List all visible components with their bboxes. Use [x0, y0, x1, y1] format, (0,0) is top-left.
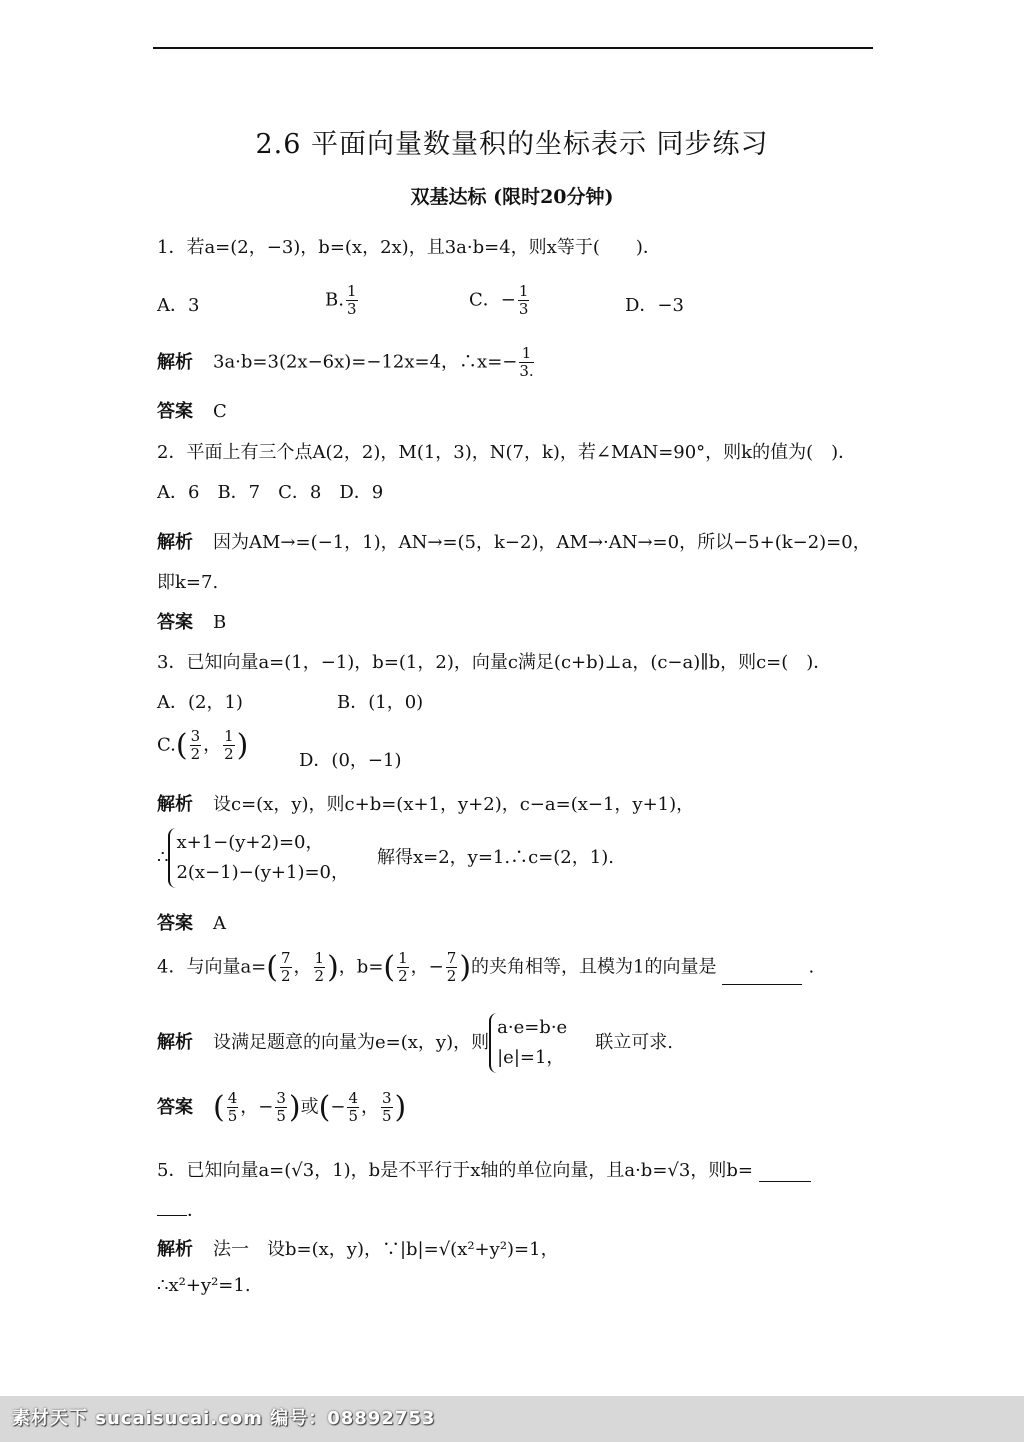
- q4-answer: 答案 ( $\frac{4}{5}$ ，− $\frac{3}{5}$ )或(− $\frac{4}{5}$ ， $\frac{3}{5}$ ): [157, 1089, 407, 1125]
- q1-answer: 答案 C: [157, 401, 227, 422]
- answer-label: 答案: [157, 612, 193, 633]
- q1-option-c: C．− $\frac{1}{3}$: [469, 282, 529, 318]
- q2-analysis-cont: 即k=7.: [157, 572, 219, 593]
- answer-blank: [722, 984, 802, 985]
- page-subtitle: 双基达标 (限时20分钟): [410, 186, 614, 208]
- analysis-label: 解析: [157, 1032, 193, 1053]
- analysis-label: 解析: [157, 794, 193, 815]
- q5-stem: 5．已知向量a=(√3，1)，b是不平行于x轴的单位向量，且a·b=√3，则b=: [157, 1156, 811, 1182]
- equation-system: x+1−(y+2)=0， 2(x−1)−(y+1)=0，: [168, 828, 349, 888]
- watermark-text: 素材天下 sucaisucai.com 编号：08892753: [12, 1408, 436, 1429]
- q2-stem: 2．平面上有三个点A(2，2)，M(1，3)，N(7，k)，若∠MAN=90°，则k的值为( )．: [157, 442, 857, 463]
- analysis-label: 解析: [157, 1239, 193, 1260]
- q5-stem-cont: ．: [157, 1196, 205, 1222]
- equation-system: a·e=b·e |e|=1，: [489, 1013, 567, 1073]
- q3-answer: 答案 A: [157, 913, 226, 934]
- analysis-label: 解析: [157, 532, 193, 553]
- q1-option-a: A．3: [157, 295, 200, 316]
- q1-option-d: D．−3: [625, 295, 684, 316]
- answer-label: 答案: [157, 913, 193, 934]
- q3-option-c: C.( $\frac{3}{2}$ ， $\frac{1}{2}$ ): [157, 727, 249, 763]
- q3-analysis: 解析 设c=(x，y)，则c+b=(x+1，y+2)，c−a=(x−1，y+1)，: [157, 794, 695, 815]
- page-title: 2.6 平面向量数量积的坐标表示 同步练习: [255, 129, 769, 160]
- q1-stem: 1．若a=(2，−3)，b=(x，2x)，且3a·b=4，则x等于( )．: [157, 237, 661, 258]
- q3-option-a: A．(2，1): [157, 692, 243, 713]
- q4-stem: 4．与向量a=( $\frac{7}{2}$ ， $\frac{1}{2}$ )，b=( $\frac{1}{2}$ ，− $\frac{7}{2}$ )的夹角相等，且模为1的向量是 .: [157, 949, 815, 985]
- q5-analysis: 解析 法一 设b=(x，y)，∵|b|=√(x²+y²)=1，: [157, 1239, 559, 1260]
- q3-option-b: B．(1，0): [337, 692, 424, 713]
- analysis-label: 解析: [157, 351, 193, 373]
- q2-answer: 答案 B: [157, 612, 227, 633]
- answer-blank-cont: [157, 1215, 187, 1216]
- q5-analysis-cont: ∴x²+y²=1.: [157, 1275, 251, 1296]
- answer-label: 答案: [157, 401, 193, 422]
- q2-analysis: 解析 因为AM→=(−1，1)，AN→=(5，k−2)，AM→·AN→=0，所以−5+(k−2)=0，: [157, 532, 871, 553]
- q1-analysis: 解析 3a·b=3(2x−6x)=−12x=4，∴x=− $\frac{1}{3.}$: [157, 344, 534, 380]
- answer-blank: [759, 1181, 811, 1182]
- q1-option-b: B. $\frac{1}{3}$: [325, 282, 357, 318]
- q4-analysis: 解析 设满足题意的向量为e=(x，y)，则a·e=b·e |e|=1，联立可求.: [157, 1013, 673, 1073]
- watermark-bar: [0, 1396, 1024, 1442]
- answer-label: 答案: [157, 1096, 193, 1118]
- q3-system: ∴x+1−(y+2)=0， 2(x−1)−(y+1)=0，解得x=2，y=1.∴c=(2，1).: [157, 828, 614, 888]
- q3-stem: 3．已知向量a=(1，−1)，b=(1，2)，向量c满足(c+b)⊥a，(c−a)∥b，则c=( )．: [157, 652, 832, 673]
- header-rule: [153, 47, 873, 49]
- q2-options: A．6 B．7 C．8 D．9: [157, 482, 384, 503]
- q3-option-d: D．(0，−1): [299, 750, 402, 771]
